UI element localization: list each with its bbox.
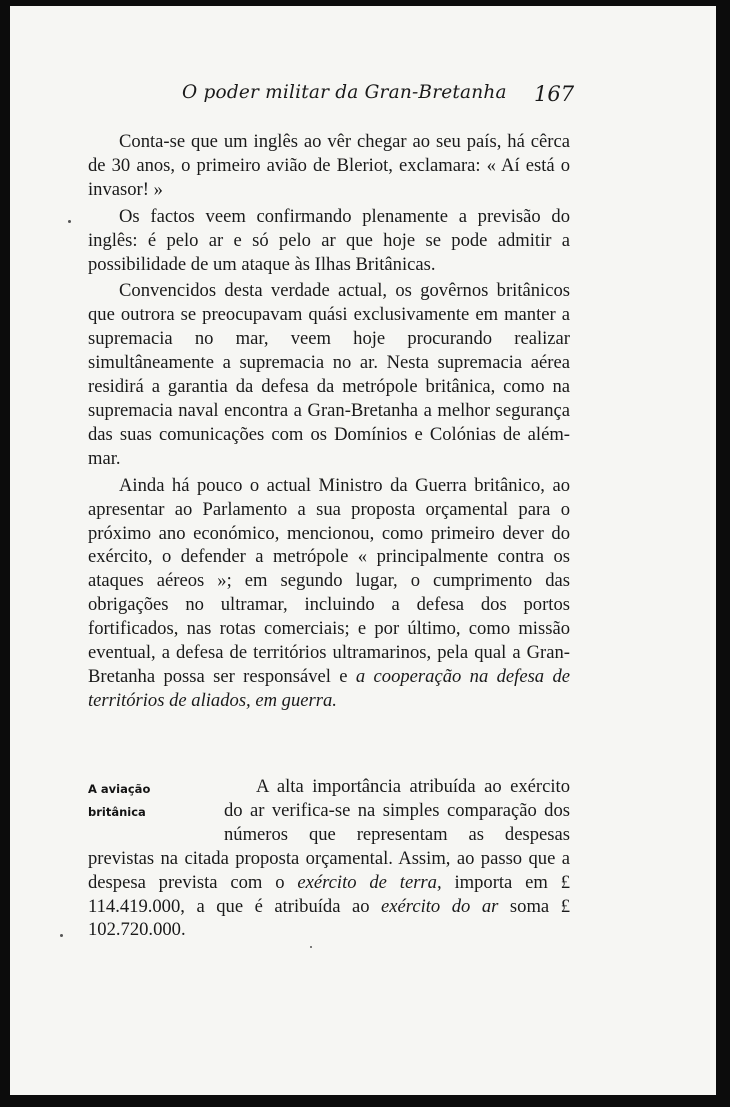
- section-aviacao-britanica: [88, 775, 570, 942]
- section-text-2: importa em £ 114.419.000, a que é atribuída ao: [88, 871, 570, 917]
- section-italic-1: exército de terra,: [297, 871, 442, 893]
- paragraph-4: [88, 474, 570, 713]
- marginal-note: [88, 778, 212, 824]
- paragraph-3: Convencidos desta verdade actual, os govêrnos britânicos que outrora se preocupavam quási exclusivamente em manter a supremacia no mar, veem hoje procurando realizar simultâneamente a supremacia no ar. Nesta supremacia aérea residirá a garantia da defesa da metrópole britânica, como na supremacia naval encontra a Gran-Bretanha a melhor segurança das suas comunicações com os Domínios e Colónias de além-mar.: [88, 280, 570, 469]
- marginal-note-line-2: britânica: [88, 805, 146, 819]
- paragraph-4-italic: a cooperação na defesa de territórios de aliados, em guerra.: [88, 665, 571, 711]
- scan-speck: [310, 946, 312, 948]
- body-text: [88, 130, 570, 716]
- running-head: [10, 82, 716, 112]
- section-text-3: soma £ 102.720.000.: [88, 895, 570, 941]
- section-text-1: A alta importância atribuída ao exército do ar verifica-se na simples comparação dos números que representam as despesas previstas na citada proposta orçamental. Assim, ao passo que a despesa prevista com o: [88, 776, 570, 893]
- running-title: O poder militar da Gran-Bretanha: [182, 82, 507, 103]
- paragraph-4-text: Ainda há pouco o actual Ministro da Guerra britânico, ao apresentar ao Parlamento a sua proposta orçamental para o próximo ano económico, mencionou, como primeiro dever do exército, o defender a metrópole « principalmente contra os ataques aéreos »; em segundo lugar, o cumprimento das obrigações no ultramar, incluindo a defesa dos portos fortificados, nas rotas comerciais; e por último, como missão eventual, a defesa de territórios ultramarinos, pela qual a Gran-Bretanha possa ser responsável e: [88, 474, 570, 687]
- paragraph-1: Conta-se que um inglês ao vêr chegar ao seu país, há cêrca de 30 anos, o primeiro avião de Bleriot, exclamara: « Aí está o invasor! »: [88, 131, 570, 200]
- page-number: 167: [534, 82, 575, 106]
- marginal-note-line-1: A aviação: [88, 782, 151, 796]
- scan-speck: [68, 220, 71, 223]
- section-italic-2: exército do ar: [381, 895, 499, 917]
- paragraph-2: Os factos veem confirmando plenamente a previsão do inglês: é pelo ar e só pelo ar que hoje se pode admitir a possibilidade de um ataque às Ilhas Britânicas.: [88, 205, 570, 275]
- scan-speck: [60, 934, 63, 937]
